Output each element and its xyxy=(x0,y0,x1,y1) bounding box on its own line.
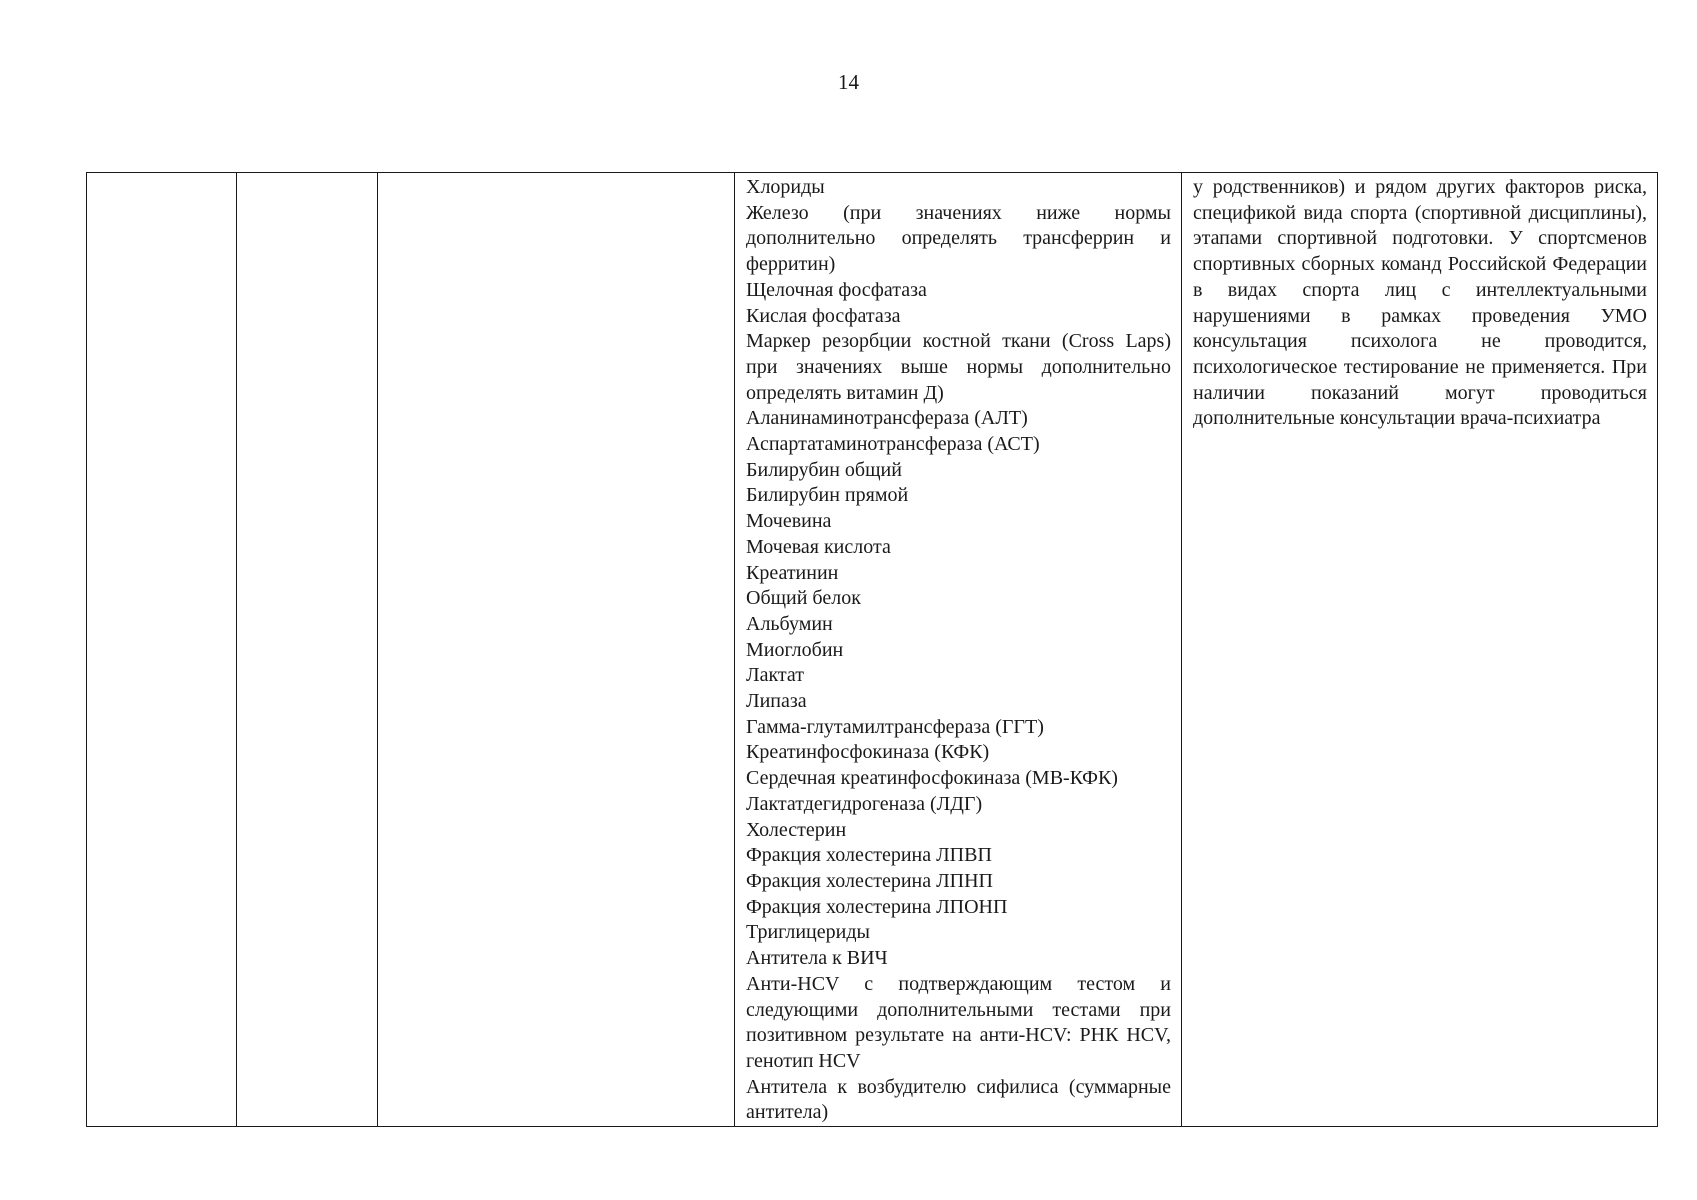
list-item: Билирубин прямой xyxy=(746,484,909,507)
table-cell-empty-2 xyxy=(237,173,378,1127)
list-item: Фракция холестерина ЛПВП xyxy=(746,844,992,867)
list-item: Гамма-глутамилтрансфераза (ГГТ) xyxy=(746,715,1044,738)
page-number: 14 xyxy=(838,70,859,94)
list-item: Холестерин xyxy=(746,818,847,841)
list-item: Хлориды xyxy=(746,176,825,198)
list-item: Фракция холестерина ЛПОНП xyxy=(746,895,1008,918)
list-item: Мочевина xyxy=(746,510,832,533)
table-cell-empty-3 xyxy=(378,173,735,1127)
list-item: Антитела к ВИЧ xyxy=(746,947,888,970)
list-item: Железо (при значениях ниже нормы дополнительно определять трансферрин и ферритин) xyxy=(746,201,1171,276)
list-item: Общий белок xyxy=(746,587,861,610)
list-item: Анти-HCV с подтверждающим тестом и следующими дополнительными тестами при позитивном результате на анти-HCV: РНК HCV, генотип HCV xyxy=(746,972,1171,1072)
list-item: Аланинаминотрансфераза (АЛТ) xyxy=(746,407,1028,430)
list-item: Миоглобин xyxy=(746,638,844,661)
list-item: Кислая фосфатаза xyxy=(746,304,901,327)
list-item: Альбумин xyxy=(746,612,833,635)
list-item: Аспартатаминотрансфераза (АСТ) xyxy=(746,433,1040,456)
tests-list xyxy=(735,173,1181,1126)
list-item: Триглицериды xyxy=(746,921,870,944)
list-item: Лактат xyxy=(746,664,804,687)
list-item: Креатинфосфокиназа (КФК) xyxy=(746,741,990,764)
table-cell-empty-1 xyxy=(87,173,237,1127)
list-item: Щелочная фосфатаза xyxy=(746,278,927,301)
list-item: Сердечная креатинфосфокиназа (МВ-КФК) xyxy=(746,767,1118,790)
list-item: Фракция холестерина ЛПНП xyxy=(746,869,994,892)
notes-text: у родственников) и рядом других факторов риска, спецификой вида спорта (спортивной дисциплины), этапами спортивной подготовки. У спортсменов спортивных сборных команд Российской Федерации в видах спорта лиц с интеллектуальными нарушениями в рамках проведения УМО консультация психолога не проводится, психологическое тестирование не применяется. При наличии показаний могут проводиться дополнительные консультации врача-психиатра xyxy=(1193,176,1647,430)
list-item: Мочевая кислота xyxy=(746,535,891,558)
list-item: Липаза xyxy=(746,690,807,713)
list-item: Билирубин общий xyxy=(746,458,902,481)
list-item: Маркер резорбции костной ткани (Cross Laps) при значениях выше нормы дополнительно определять витамин Д) xyxy=(746,330,1171,404)
notes-cell xyxy=(1182,173,1658,1127)
document-table xyxy=(86,172,1658,1127)
list-item: Антитела к возбудителю сифилиса (суммарные антитела) xyxy=(746,1075,1171,1124)
list-item: Креатинин xyxy=(746,561,839,584)
tests-cell xyxy=(735,173,1182,1127)
list-item: Лактатдегидрогеназа (ЛДГ) xyxy=(746,792,983,815)
table-row xyxy=(87,173,1658,1127)
